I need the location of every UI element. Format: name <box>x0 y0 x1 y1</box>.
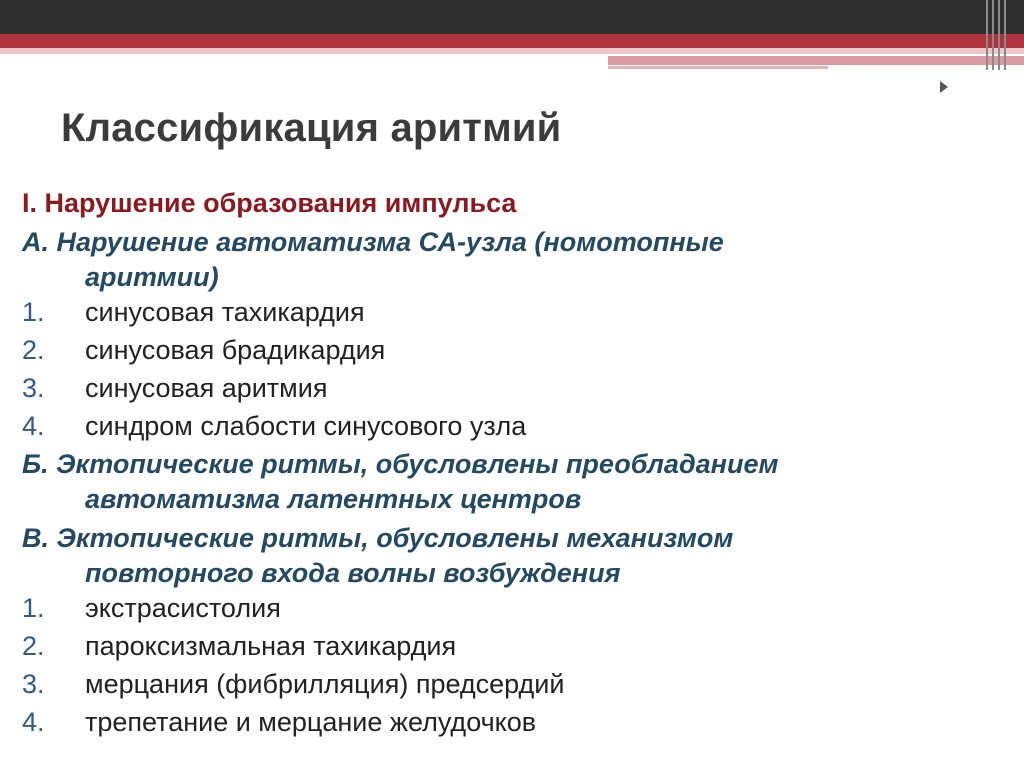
header-vertical-lines <box>986 0 1012 70</box>
header-pink-accent <box>608 56 1024 65</box>
list-item-text: мерцания (фибрилляция) предсердий <box>85 669 565 699</box>
list-item <box>22 295 982 333</box>
header-dark-band <box>0 0 1024 34</box>
list-item-text: пароксизмальная тахикардия <box>85 631 457 661</box>
subsection-v-heading: В. Эктопические ритмы, обусловлены механизмом <box>22 523 734 553</box>
list-item <box>22 667 982 705</box>
subsection-b-heading-cont: автоматизма латентных центров <box>85 484 582 514</box>
list-item-text: трепетание и мерцание желудочков <box>85 707 537 737</box>
list-number: 4. <box>22 707 45 737</box>
subsection-b-heading: Б. Эктопические ритмы, обусловлены преобладанием <box>22 449 779 479</box>
list-item-text: синдром слабости синусового узла <box>85 411 527 441</box>
list-item-text: экстрасистолия <box>85 593 281 623</box>
list-item-text: синусовая аритмия <box>85 373 328 403</box>
list-number: 2. <box>22 335 45 365</box>
list-number: 1. <box>22 593 45 623</box>
slide-content <box>22 186 982 743</box>
subsection-a-heading-cont: аритмии) <box>85 262 219 292</box>
header-red-stripe <box>0 34 1024 48</box>
list-item-text: синусовая тахикардия <box>85 297 365 327</box>
section-heading-1: I. Нарушение образования импульса <box>22 188 517 218</box>
list-item-text: синусовая брадикардия <box>85 335 386 365</box>
list-number: 2. <box>22 631 45 661</box>
list-number: 1. <box>22 297 45 327</box>
slide-title: Классификация аритмий <box>61 106 562 150</box>
subsection-v-heading-cont: повторного входа волны возбуждения <box>85 558 621 588</box>
list-item <box>22 591 982 629</box>
list-item <box>22 705 982 743</box>
subsection-a-heading: А. Нарушение автоматизма СА-узла (номотопные <box>22 227 724 257</box>
list-number: 4. <box>22 411 45 441</box>
list-number: 3. <box>22 669 45 699</box>
list-item <box>22 629 982 667</box>
corner-triangle-icon <box>940 81 948 93</box>
list-item <box>22 333 982 371</box>
header-pink-stripe <box>0 48 1024 54</box>
header-pink-accent-thin <box>608 66 828 69</box>
list-item <box>22 409 982 447</box>
list-item <box>22 371 982 409</box>
list-number: 3. <box>22 373 45 403</box>
